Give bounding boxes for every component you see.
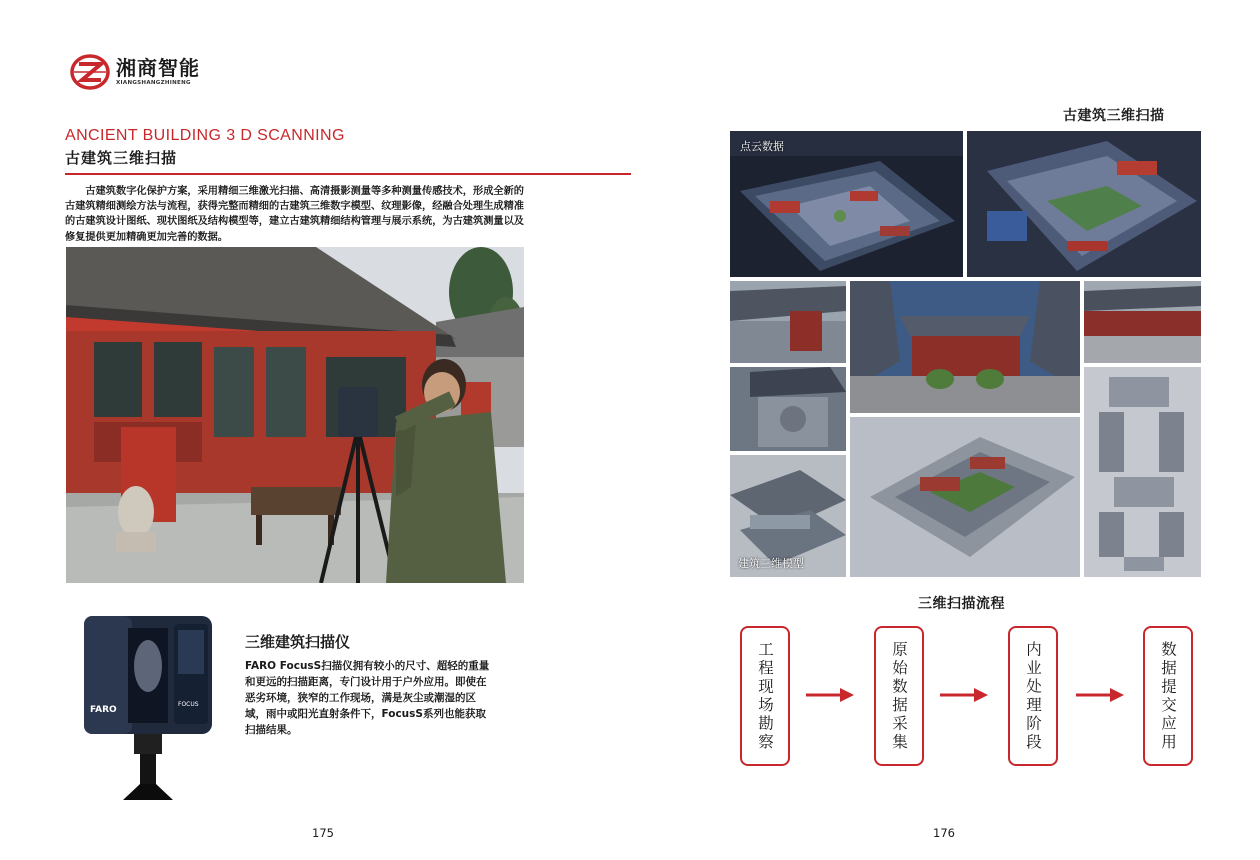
arrow-right-icon bbox=[940, 688, 988, 702]
logo-icon bbox=[70, 52, 110, 92]
process-step-label: 数据提交应用 bbox=[1159, 640, 1177, 752]
pointcloud-label: 点云数据 bbox=[740, 140, 784, 153]
model-image-plan-view bbox=[1084, 367, 1201, 577]
process-step-3 bbox=[1008, 626, 1058, 766]
scanner-model-label: FOCUS bbox=[178, 701, 199, 708]
process-title: 三维扫描流程 bbox=[918, 596, 1005, 612]
process-step-label: 工程现场勘察 bbox=[756, 640, 774, 752]
scanner-description: FARO FocusS扫描仪拥有较小的尺寸、超轻的重量和更远的扫描距离，专门设计用于户外应用。即使在恶劣环境，狭窄的工作现场，满是灰尘或潮湿的区域，雨中或阳光直射条件下，FocusS系列也能获取扫描结果。 bbox=[245, 660, 490, 736]
model-image-aerial bbox=[850, 417, 1080, 577]
process-step-1 bbox=[740, 626, 790, 766]
faro-scanner-image bbox=[78, 608, 218, 800]
scanner-brand-label: FARO bbox=[90, 705, 117, 715]
process-step-2 bbox=[874, 626, 924, 766]
model-image-side-house bbox=[1084, 281, 1201, 363]
scanning-site-photo bbox=[66, 247, 524, 583]
process-step-label: 内业处理阶段 bbox=[1024, 640, 1042, 752]
process-step-4 bbox=[1143, 626, 1193, 766]
page-title-cn: 古建筑三维扫描 bbox=[65, 149, 178, 167]
pointcloud-image-1 bbox=[730, 131, 963, 277]
brand-logo bbox=[70, 50, 210, 94]
page-title-en: ANCIENT BUILDING 3 D SCANNING bbox=[65, 127, 345, 144]
brand-name-en: XIANGSHANGZHINENG bbox=[116, 80, 191, 86]
right-page-heading: 古建筑三维扫描 bbox=[1063, 108, 1165, 124]
process-step-label: 原始数据采集 bbox=[890, 640, 908, 752]
scanner-title: 三维建筑扫描仪 bbox=[245, 633, 351, 651]
model-label: 建筑三维模型 bbox=[738, 557, 804, 570]
model-image-gate bbox=[730, 281, 846, 363]
arrow-right-icon bbox=[806, 688, 854, 702]
page-number-left: 175 bbox=[312, 826, 334, 840]
model-image-courtyard-1 bbox=[730, 455, 846, 577]
title-divider bbox=[65, 173, 631, 175]
pointcloud-image-2 bbox=[967, 131, 1201, 277]
model-image-inner-court bbox=[850, 281, 1080, 413]
intro-paragraph: 古建筑数字化保护方案，采用精细三维激光扫描、高清摄影测量等多种测量传感技术，形成全新的古建筑精细测绘方法与流程，获得完整而精细的古建筑三维数字模型、纹理影像，经融合处理生成精准的古建筑设计图纸、现状图纸及结构模型等，建立古建筑精细结构管理与展示系统，为古建筑测量以及修复提供更加精确更加完善的数据。 bbox=[65, 186, 524, 243]
model-image-screen-wall bbox=[730, 367, 846, 451]
arrow-right-icon bbox=[1076, 688, 1124, 702]
page-number-right: 176 bbox=[933, 826, 955, 840]
brand-name-cn: 湘商智能 bbox=[116, 56, 200, 80]
